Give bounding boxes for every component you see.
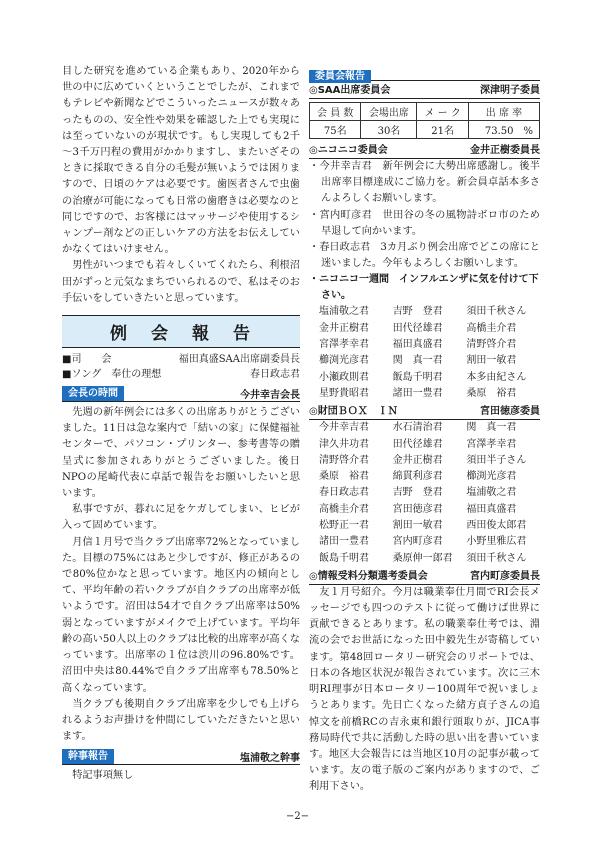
- table-header-cell: 出 席 率: [468, 103, 539, 121]
- name-entry: 飯島千明君: [319, 552, 369, 564]
- president-paragraph: 月信１月号で当クラブ出席率72%となっていました。目標の75%にはあと少しですが、修正があるので80%位かなと思っています。地区内の傾向として、平均年齢の若いクラブが自クラブの出席率が低いようです。沼田は54才で自クラブ出席率は50%弱となっていますがメイクで上げています。平均年齢の高い50人以上のクラブは比較的出席率が高くなっています。出席率の１位は渋川の96.80%です。沼田中央は80.44%で自クラブ出席率も78.50%と高くなっています。: [62, 536, 300, 694]
- name-entry: 桑原 裕君: [466, 387, 517, 399]
- info-body: 友１月号紹介。今月は職業奉仕月間でRI会長メッセージでも四つのテストに従って働けば世界に貢献できるとあります。私の職業奉仕考では、淵流の会でお世話になった田中毅先生が寄稿しています。第48回ロータリー研究会のリポートでは、日本の各地区状況が報告されています。次に三木明RI理事が日本ロータリー100周年で祝いましょうとあります。先日亡くなった緒方貞子さんの追悼文を前橋RCの吉永東和銀行頭取りが、JICA事務局時代で共に活動した時の思い出を書いています。地区大会報告には当地区10月の記事が載っています。友の電子版のご案内がありますので、ご利用下さい。: [309, 586, 540, 793]
- name-entry: 小瀬政則君: [319, 371, 369, 383]
- nico-weekly: ・ニコニコ一週間 インフルエンザに気を付けて下さい。: [309, 274, 539, 302]
- table-cell: 75名: [310, 121, 361, 139]
- box-names-grid: [309, 420, 540, 567]
- committee-header: [309, 64, 540, 81]
- name-entry: 今井幸吉君: [319, 422, 369, 434]
- list-item: ・宮内町彦君 世田谷の冬の風物詩ボロ市のため早退して向かいます。: [309, 209, 540, 237]
- name-entry: 福田真盛君: [392, 339, 443, 351]
- president-time-header: [62, 385, 300, 402]
- name-entry: 高橋圭介君: [319, 503, 369, 515]
- list-item: ・春日政志君 3カ月ぶり例会出席でどこの席にと迷いました。今年もよろしくお願いします。: [309, 242, 540, 270]
- info-committee-header: ◎情報受料分類選考委員会 宮内町彦委員長: [309, 569, 540, 585]
- table-row: [310, 121, 540, 139]
- secretary-report-tag: 幹事報告: [62, 749, 114, 764]
- name-entry: 須田千秋さん: [466, 552, 527, 564]
- name-entry: 櫛渕光彦君: [466, 471, 517, 483]
- president-name: 今井幸吉会長: [240, 389, 300, 401]
- president-time-tag: 会長の時間: [62, 386, 124, 401]
- name-entry: 諸田一豊君: [319, 536, 369, 548]
- nico-committee-header: ◎ニコニコ委員会 金井正樹委員長: [309, 143, 540, 159]
- name-entry: 西田俊太郎君: [466, 519, 527, 531]
- name-entry: 水石清治君: [392, 422, 443, 434]
- name-entry: 春日政志君: [319, 487, 369, 499]
- intro-paragraph: 目した研究を進めている企業もあり、2020年から世の中に広めていくということでしたが、これまでもテレビや新聞などでこういったニュースが数々あったものの、安全性や効果を確認した上でも実現には至っていないのが現状です。もし実現しても2千～3千万円程の費用がかかりますし、またいざそのときに採取できる自分の毛髪が無いようでは困りますので、日頃のケアは必要です。歯医者さんで虫歯の治療が可能になっても日常の歯磨きは必要なのと同じですので、お客様にはマッサージや使用するシャンプー剤などの正しいケアの方法をお伝えしていかなくてはいけません。: [62, 66, 300, 256]
- name-entry: 福田真盛君: [466, 503, 517, 515]
- name-entry: 田代径雄君: [392, 438, 443, 450]
- table-row: [310, 103, 540, 121]
- page-number: −2−: [285, 811, 310, 822]
- president-paragraph: 私事ですが、暮れに足をケガしてしまい、ヒビが入って固めています。: [62, 504, 300, 532]
- secretary-body: 特記事項無し: [72, 770, 134, 782]
- saa-committee-header: ◎SAA出席委員会 深津明子委員: [309, 83, 540, 99]
- name-entry: 宮内町彦君: [392, 536, 443, 548]
- table-cell: 73.50 %: [468, 121, 539, 139]
- name-entry: 高橋圭介君: [466, 322, 517, 334]
- secretary-name: 塩浦敬之幹事: [240, 752, 300, 764]
- intro-paragraph-2: 男性がいつまでも若々しくいてくれたら、利根沼田がずっと元気なまちでいられるので、私はそのお手伝いをしていきたいと思っています。: [62, 260, 300, 304]
- table-header-cell: 会場出席: [361, 103, 417, 121]
- nico-names-grid: [309, 304, 540, 402]
- right-column: [309, 64, 540, 796]
- table-cell: 30名: [361, 121, 417, 139]
- president-paragraph: 先週の新年例会には多くの出席ありがとうございました。11日は急な案内で「結いの家」に保健福祉センターで、パソコン・プリンター、参考書等の贈呈式に参加されありがとうございました。後日NPOの尾崎代表に卓話で報告をお願いしたいと思います。: [62, 407, 300, 500]
- name-entry: 星野貴昭君: [319, 387, 369, 399]
- song-row: ■ソング 奉仕の理想 春日政志君: [62, 369, 300, 381]
- name-entry: 清野啓介君: [466, 339, 517, 351]
- name-entry: 割田一敏君: [466, 355, 517, 367]
- name-entry: 綿貫利彦君: [392, 471, 443, 483]
- name-entry: 吉野 登君: [392, 487, 443, 499]
- committee-report-tag: 委員会報告: [309, 70, 371, 83]
- table-cell: 21名: [417, 121, 468, 139]
- name-entry: 吉野 登君: [392, 306, 443, 318]
- name-entry: 割田一敏君: [392, 519, 443, 531]
- table-header-cell: 会 員 数: [310, 103, 361, 121]
- name-entry: 関 真一君: [392, 355, 443, 367]
- name-entry: 宮澤孝幸君: [466, 438, 517, 450]
- meeting-report-banner: 例 会 報 告: [62, 315, 300, 348]
- secretary-report-header: [62, 748, 300, 765]
- box-header: ◎財団ＢＯＸ ＩＮ 宮田徳彦委員: [309, 404, 540, 420]
- name-entry: 桑原伸一郎君: [392, 552, 453, 564]
- name-entry: 田代径雄君: [392, 322, 443, 334]
- name-entry: 金井正樹君: [319, 322, 369, 334]
- name-entry: 塩浦敬之君: [319, 306, 369, 318]
- table-header-cell: メ ー ク: [417, 103, 468, 121]
- name-entry: 津久井功君: [319, 438, 369, 450]
- left-column: [62, 64, 300, 785]
- name-entry: 桑原 裕君: [319, 471, 369, 483]
- moderator-row: ■司 会 福田真盛SAA出席副委員長: [62, 354, 300, 366]
- name-entry: 宮田徳彦君: [392, 503, 443, 515]
- name-entry: 本多由紀さん: [466, 371, 527, 383]
- president-paragraph: 当クラブも後期自クラブ出席率を少しでも上げられるようお声掛けを仲間にしていただきたいと思います。: [62, 698, 300, 743]
- name-entry: 飯島千明君: [392, 371, 443, 383]
- name-entry: 清野啓介君: [319, 454, 369, 466]
- name-entry: 宮澤孝幸君: [319, 339, 369, 351]
- name-entry: 小野里雅広君: [466, 536, 527, 548]
- name-entry: 櫛渕光彦君: [319, 355, 369, 367]
- name-entry: 諸田一豊君: [392, 387, 443, 399]
- name-entry: 須田千秋さん: [466, 306, 527, 318]
- name-entry: 金井正樹君: [392, 454, 443, 466]
- nico-list: [309, 159, 540, 272]
- attendance-table: [309, 102, 540, 139]
- name-entry: 松野正一君: [319, 519, 369, 531]
- name-entry: 須田半子さん: [466, 454, 527, 466]
- name-entry: 塩浦敬之君: [466, 487, 517, 499]
- list-item: ・今井幸吉君 新年例会に大勢出席感謝し。後半出席率目標達成にご協力を。新会員卓話本多さんよろしくお願いします。: [309, 161, 540, 205]
- name-entry: 関 真一君: [466, 422, 517, 434]
